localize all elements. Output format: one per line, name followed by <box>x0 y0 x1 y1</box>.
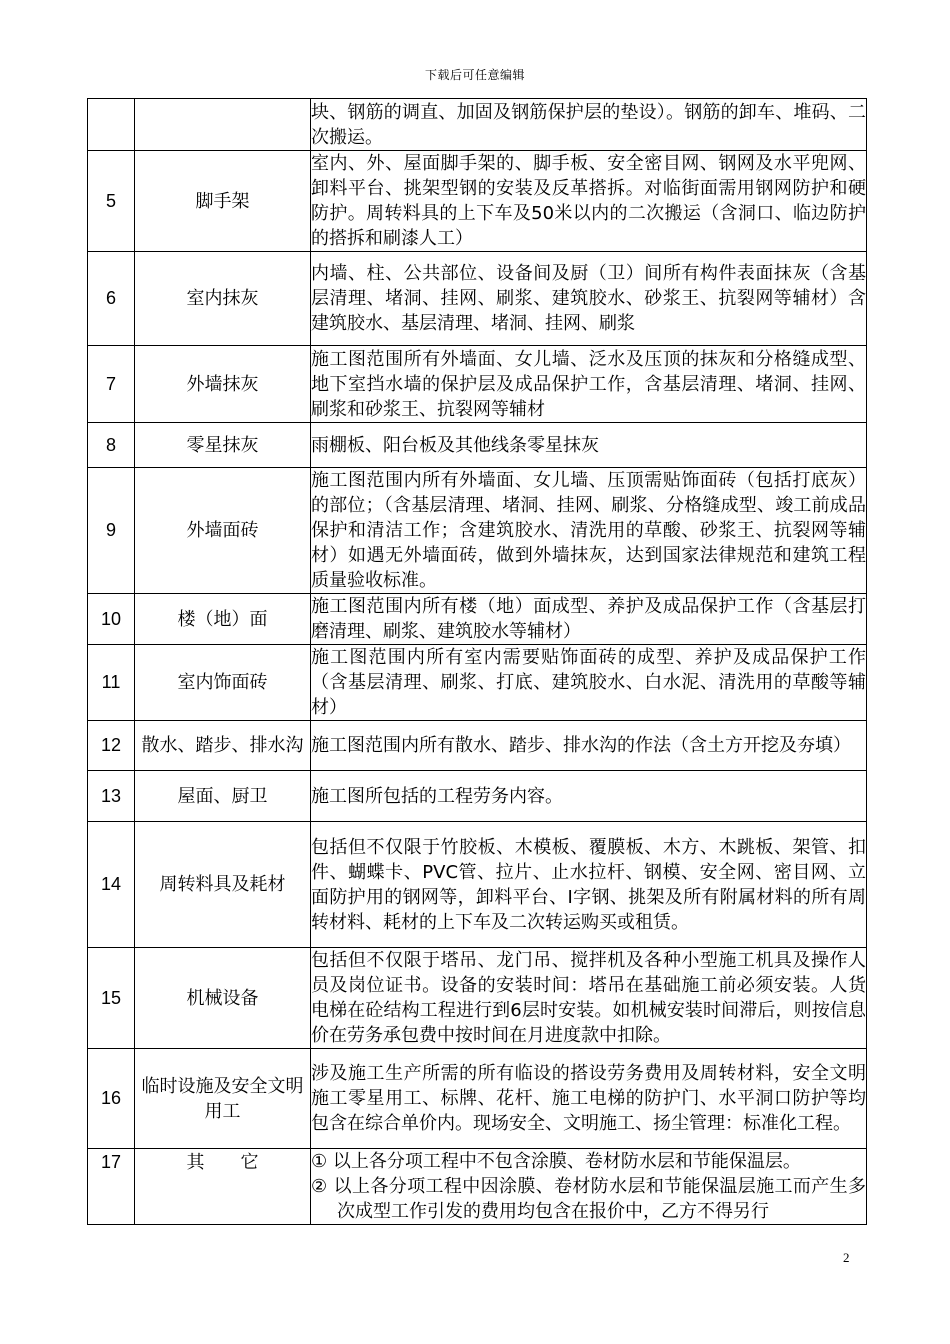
page-number: 2 <box>843 1250 850 1265</box>
item-name: 脚手架 <box>135 151 311 252</box>
row-number <box>88 99 135 151</box>
table-row <box>88 1149 867 1225</box>
item-name: 外墙抹灰 <box>135 346 311 423</box>
table-row <box>88 346 867 423</box>
item-name: 周转料具及耗材 <box>135 822 311 948</box>
item-name: 屋面、厨卫 <box>135 771 311 822</box>
item-description: 施工图范围内所有外墙面、女儿墙、压顶需贴饰面砖（包括打底灰）的部位；（含基层清理、堵洞、挂网、刷浆、分格缝成型、竣工前成品保护和清洁工作；含建筑胶水、清洗用的草酸、砂浆王、抗裂网等辅材）如遇无外墙面砖，做到外墙抹灰，达到国家法律规范和建筑工程质量验收标准。 <box>311 468 867 594</box>
table-row <box>88 771 867 822</box>
table-row <box>88 721 867 771</box>
table-row <box>88 645 867 721</box>
row-number: 13 <box>88 771 135 822</box>
table-row <box>88 594 867 645</box>
table-row <box>88 468 867 594</box>
item-name: 机械设备 <box>135 948 311 1049</box>
row-number: 9 <box>88 468 135 594</box>
item-name: 楼（地）面 <box>135 594 311 645</box>
item-name <box>135 99 311 151</box>
item-description: 雨棚板、阳台板及其他线条零星抹灰 <box>311 423 867 468</box>
item-name: 外墙面砖 <box>135 468 311 594</box>
item-name: 散水、踏步、排水沟 <box>135 721 311 771</box>
row-number: 5 <box>88 151 135 252</box>
item-description <box>311 1149 867 1225</box>
item-name: 其 它 <box>135 1149 311 1225</box>
row-number: 16 <box>88 1049 135 1149</box>
item-description: 包括但不仅限于塔吊、龙门吊、搅拌机及各种小型施工机具及操作人员及岗位证书。设备的安装时间：塔吊在基础施工前必须安装。人货电梯在砼结构工程进行到6层时安装。如机械安装时间滞后，则按信息价在劳务承包费中按时间在月进度款中扣除。 <box>311 948 867 1049</box>
table-row <box>88 252 867 346</box>
row-number: 6 <box>88 252 135 346</box>
item-description: 室内、外、屋面脚手架的、脚手板、安全密目网、钢网及水平兜网、卸料平台、挑架型钢的安装及反革搭拆。对临街面需用钢网防护和硬防护。周转料具的上下车及50米以内的二次搬运（含洞口、临边防护的搭拆和刷漆人工） <box>311 151 867 252</box>
row-number: 8 <box>88 423 135 468</box>
item-name: 室内抹灰 <box>135 252 311 346</box>
page-header: 下载后可任意编辑 <box>424 68 525 82</box>
item-description: 施工图范围内所有楼（地）面成型、养护及成品保护工作（含基层打磨清理、刷浆、建筑胶水等辅材） <box>311 594 867 645</box>
row-number: 17 <box>88 1149 135 1225</box>
table-row <box>88 423 867 468</box>
item-description: 内墙、柱、公共部位、设备间及厨（卫）间所有构件表面抹灰（含基层清理、堵洞、挂网、刷浆、建筑胶水、砂浆王、抗裂网等辅材）含建筑胶水、基层清理、堵洞、挂网、刷浆 <box>311 252 867 346</box>
item-description: 块、钢筋的调直、加固及钢筋保护层的垫设）。钢筋的卸车、堆码、二次搬运。 <box>311 99 867 151</box>
item-description: 施工图所包括的工程劳务内容。 <box>311 771 867 822</box>
list-item: ② 以上各分项工程中因涂膜、卷材防水层和节能保温层施工而产生多次成型工作引发的费用均包含在报价中，乙方不得另行 <box>311 1176 866 1222</box>
item-description: 包括但不仅限于竹胶板、木模板、覆膜板、木方、木跳板、架管、扣件、蝴蝶卡、PVC管、拉片、止水拉杆、钢模、安全网、密目网、立面防护用的钢网等，卸料平台、I字钢、挑架及所有附属材料的所有周转材料、耗材的上下车及二次转运购买或租赁。 <box>311 822 867 948</box>
item-name: 室内饰面砖 <box>135 645 311 721</box>
row-number: 12 <box>88 721 135 771</box>
row-number: 7 <box>88 346 135 423</box>
table-row <box>88 1049 867 1149</box>
item-name: 零星抹灰 <box>135 423 311 468</box>
list-item: ① 以上各分项工程中不包含涂膜、卷材防水层和节能保温层。 <box>311 1151 801 1172</box>
row-number: 15 <box>88 948 135 1049</box>
table-row <box>88 948 867 1049</box>
table-row <box>88 822 867 948</box>
row-number: 14 <box>88 822 135 948</box>
row-number: 10 <box>88 594 135 645</box>
table-row <box>88 99 867 151</box>
item-description: 施工图范围内所有散水、踏步、排水沟的作法（含土方开挖及夯填） <box>311 721 867 771</box>
item-description: 涉及施工生产所需的所有临设的搭设劳务费用及周转材料，安全文明施工零星用工、标牌、花杆、施工电梯的防护门、水平洞口防护等均包含在综合单价内。现场安全、文明施工、扬尘管理：标准化工程。 <box>311 1049 867 1149</box>
item-description: 施工图范围内所有室内需要贴饰面砖的成型、养护及成品保护工作（含基层清理、刷浆、打底、建筑胶水、白水泥、清洗用的草酸等辅材） <box>311 645 867 721</box>
table-row <box>88 151 867 252</box>
work-scope-table <box>87 98 867 1225</box>
row-number: 11 <box>88 645 135 721</box>
item-name: 临时设施及安全文明用工 <box>135 1049 311 1149</box>
item-description: 施工图范围所有外墙面、女儿墙、泛水及压顶的抹灰和分格缝成型、地下室挡水墙的保护层及成品保护工作，含基层清理、堵洞、挂网、刷浆和砂浆王、抗裂网等辅材 <box>311 346 867 423</box>
